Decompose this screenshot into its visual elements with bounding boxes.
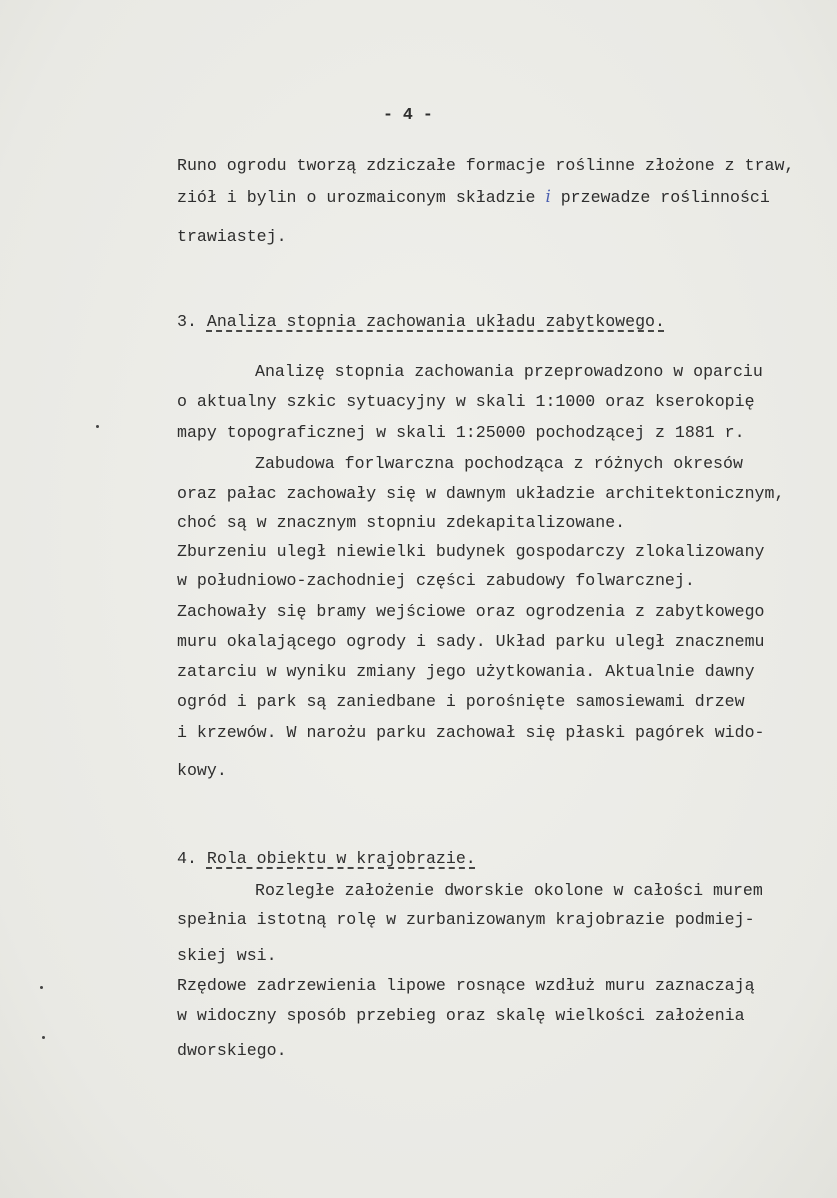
text-line: kowy.: [177, 761, 227, 780]
text-line: Rzędowe zadrzewienia lipowe rosnące wzdłuż muru zaznaczają: [177, 976, 755, 995]
text-line: Rozległe założenie dworskie okolone w całości murem: [255, 881, 763, 900]
section-4-heading: [177, 848, 476, 870]
text-line: Runo ogrodu tworzą zdziczałe formacje roślinne złożone z traw,: [177, 156, 795, 175]
section-number: 4.: [177, 849, 197, 868]
text-line: ogród i park są zaniedbane i porośnięte samosiewami drzew: [177, 692, 745, 711]
section-number: 3.: [177, 312, 197, 331]
text-line: w widoczny sposób przebieg oraz skalę wielkości założenia: [177, 1006, 745, 1025]
text-line: Zabudowa forlwarczna pochodząca z różnych okresów: [255, 454, 743, 473]
section-title: Analiza stopnia zachowania układu zabytkowego.: [206, 312, 665, 331]
paper-speck: [42, 1036, 45, 1039]
text-line: trawiastej.: [177, 227, 287, 246]
text-line: [177, 186, 770, 209]
text-line: muru okalającego ogrody i sady. Układ parku uległ znacznemu: [177, 632, 765, 651]
text-line: skiej wsi.: [177, 946, 277, 965]
text-span: przewadze roślinności: [550, 188, 770, 207]
text-line: dworskiego.: [177, 1041, 287, 1060]
text-line: Zachowały się bramy wejściowe oraz ogrodzenia z zabytkowego: [177, 602, 765, 621]
text-line: mapy topograficznej w skali 1:25000 pochodzącej z 1881 r.: [177, 423, 745, 442]
text-line: choć są w znacznym stopniu zdekapitalizowane.: [177, 513, 626, 532]
text-line: oraz pałac zachowały się w dawnym układzie architektonicznym,: [177, 484, 785, 503]
section-title: Rola obiektu w krajobrazie.: [206, 849, 476, 868]
text-line: Zburzeniu uległ niewielki budynek gospodarczy zlokalizowany: [177, 542, 765, 561]
page-number: - 4 -: [383, 105, 433, 124]
text-line: spełnia istotną rolę w zurbanizowanym krajobrazie podmiej-: [177, 910, 755, 929]
section-3-heading: [177, 311, 665, 333]
text-line: Analizę stopnia zachowania przeprowadzono w oparciu: [255, 362, 763, 381]
text-line: w południowo-zachodniej części zabudowy folwarcznej.: [177, 571, 695, 590]
paper-speck: [40, 986, 43, 989]
text-span: ziół i bylin o urozmaiconym składzie: [177, 188, 546, 207]
text-line: zatarciu w wyniku zmiany jego użytkowania. Aktualnie dawny: [177, 662, 755, 681]
handwritten-correction: i: [545, 187, 551, 206]
text-line: i krzewów. W narożu parku zachował się płaski pagórek wido-: [177, 723, 765, 742]
text-line: o aktualny szkic sytuacyjny w skali 1:1000 oraz kserokopię: [177, 392, 755, 411]
paper-speck: [96, 425, 99, 428]
